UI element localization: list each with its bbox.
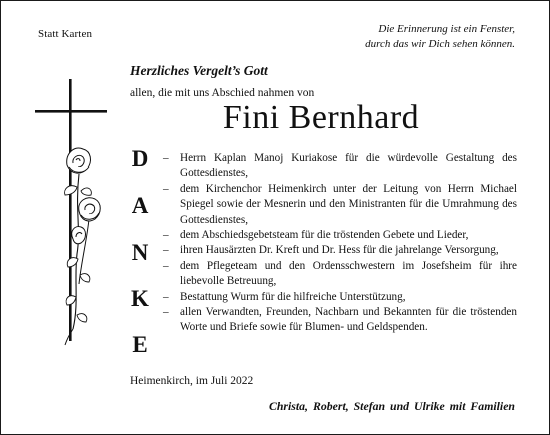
- dash-bullet: –: [163, 244, 169, 257]
- thanks-item: [163, 259, 517, 290]
- thanks-item: [163, 151, 517, 182]
- thanks-text: dem Pflegeteam und den Ordensschwestern im Josefsheim für ihre liebevolle Betreuung,: [180, 259, 517, 288]
- danke-letter: E: [132, 332, 148, 357]
- danke-letter: K: [131, 286, 149, 311]
- thanks-list: [163, 151, 517, 336]
- thanks-item: [163, 182, 517, 228]
- dash-bullet: –: [163, 259, 169, 272]
- place-date: Heimenkirch, im Juli 2022: [130, 375, 254, 387]
- dash-bullet: –: [163, 306, 169, 319]
- danke-letter: N: [131, 240, 149, 265]
- memorial-quote: [285, 22, 515, 52]
- family-signature: Christa, Robert, Stefan und Ulrike mit Familien: [268, 399, 515, 413]
- thanks-text: dem Abschiedsgebetsteam für die tröstenden Gebete und Lieder,: [180, 229, 469, 242]
- danke-letter: D: [131, 146, 149, 171]
- thanks-item: [163, 228, 517, 243]
- quote-line-1: Die Erinnerung ist ein Fenster,: [378, 23, 515, 35]
- dash-bullet: –: [163, 290, 169, 303]
- thanks-item: [163, 243, 517, 258]
- thanks-item: [163, 305, 517, 336]
- statt-karten-label: Statt Karten: [38, 28, 93, 40]
- greeting-heading: Herzliches Vergelt’s Gott: [130, 63, 268, 78]
- thanks-text: ihren Hausärzten Dr. Kreft und Dr. Hess für die jahrelange Versorgung,: [180, 244, 499, 257]
- thanks-text: Herrn Kaplan Manoj Kuriakose für die würdevolle Gestaltung des Gottesdienstes,: [180, 152, 517, 180]
- dash-bullet: –: [163, 152, 169, 164]
- deceased-name: Fini Bernhard: [222, 99, 420, 136]
- cross-with-roses-icon: [29, 79, 109, 349]
- thanks-text: allen Verwandten, Freunden, Nachbarn und Bekannten für die tröstenden Worte und Briefe sowie für Blumen- und Geldspenden.: [180, 306, 517, 334]
- dash-bullet: –: [163, 182, 169, 195]
- thanks-item: [163, 290, 517, 305]
- intro-line: allen, die mit uns Abschied nahmen von: [130, 87, 315, 99]
- thanks-text: Bestattung Wurm für die hilfreiche Unterstützung,: [180, 290, 406, 303]
- dash-bullet: –: [163, 229, 169, 242]
- quote-line-2: durch das wir Dich sehen können.: [365, 38, 515, 50]
- thanks-text: dem Kirchenchor Heimenkirch unter der Leitung von Herrn Michael Spiegel sowie der Mesnerin und den Ministranten für die Umrahmung des Gottesdienstes,: [180, 182, 517, 226]
- danke-letter: A: [131, 193, 149, 218]
